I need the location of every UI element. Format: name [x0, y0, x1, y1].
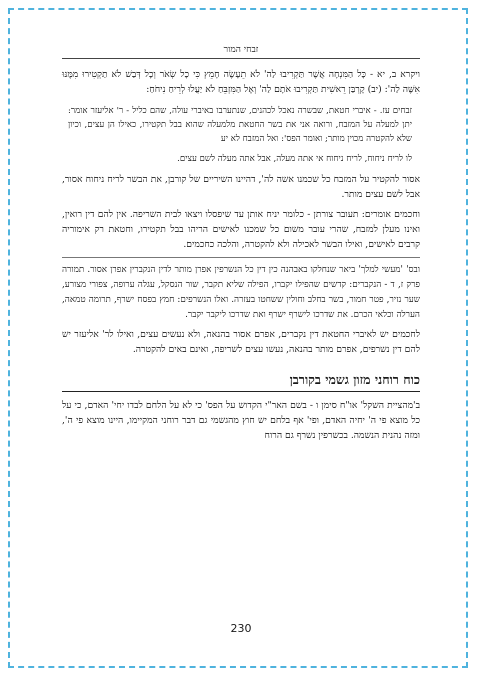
paragraph-summary: לחכמים יש לאיברי החטאת דין נקברים, אפרם אסור בהנאה, ולא נעשים עצים, ואילו לר' אליעזר יש להם דין נשרפים, אפרם מותר בהנאה, נעשו עצים לשריפה, ואינם באים להקטרה. — [62, 328, 420, 356]
section-title: כוח רוחני מזון גשמי בקורבן — [62, 372, 420, 392]
verse-quote: ויקרא ב, יא - כָּל הַמִּנְחָה אֲשֶׁר תַּקְרִיבוּ לַה' לֹא תֵעָשֶׂה חָמֵץ כִּי כָל שְׂאֹר וְכָל דְּבַשׁ לֹא תַקְטִירוּ מִמֶּנּוּ אִשֶּׁה לַה': (יב) קָרְבַּן רֵאשִׁית תַּקְרִיבוּ אֹתָם לַה' וְאֶל הַמִּזְבֵּחַ לֹא יַעֲלוּ לְרֵיחַ נִיחֹחַ: — [62, 69, 420, 96]
paragraph-sages: וחכמים אומרים: תעובר צורתן - כלומר יניח אותן עד שיפסלו ויצאו לבית השריפה. אין להם דין רואין, ואינו מעלן למזבח, שהרי עובר משום כל שמכנו לאישים הריהו בבל תקטירו, וחטאת רק אימוריה קרבים לאישים, ואילו הבשר לאכילה ולא להקטרה, והלכה כחכמים. — [62, 208, 420, 251]
paragraph-maasei-lamelech: ובס' 'מעשי למלך' ביאר שנחלקו באבהנה כין דין כל הנשרפין אפרן מותר לדין הנקברין אפרן אסור. תמורה פרק ז, ד - הנקברים: קדשים שהפילו יקברו, הפילה שליא תקבר, שור הנסקל, עגלה ערופה, צפורי מצורע, שער נזיר, פטר חמור, בשר בחלב וחולין ששחטו בעזרה. ואלו הנשרפים: חמץ בפסח ישרף, תרומה טמאה, הערלה וכלאי הכרם. את שדרכו לישרף ישרף ואת שדרכו ליקבר יקבר. — [62, 264, 420, 320]
page-number: 230 — [230, 622, 252, 635]
paragraph-explanation: אסור להקטיר על המזבח כל שכמנו אשה לה', דהיינו השיריים של קורבן, את הבשר לריח ניחוח אסור, אבל לשם עצים מותר. — [62, 173, 420, 201]
separator — [62, 257, 420, 258]
document-page — [62, 44, 420, 644]
talmud-quote: זבחים עז. - איברי חטאת, שבשרה נאכל לכהנים, שנתערבו באיברי עולה, שהם כליל - ר' אליעזר אומר: יתן למעלה על המזבח, ורואה אני את בשר החטאת מלמעלה שהוא בבל תקטירו, כאילו הן עצים, וכיון שלא להקטרה מכוין מותר; ואומר הפס': ואל המזבח לא יע — [68, 105, 412, 145]
paragraph-section-opening: ב'מהציית השקל' או"ח סימן ו - בשם האר"י הקדוש על הפס' כי לא על הלחם לבדו יחי' האדם, כי על כל מוצא פי ה' יחיה האדם, ופי' אף בלחם יש חוץ מהגשמי גם דבר רוחני המקיימו, היינו מוצא פי ה', ומזה נהנית הנשמה. בכשרפין נשרף גם הרוח — [62, 399, 420, 442]
talmud-quote-continued: לו לריח ניחוח, לריח ניחוח אי אתה מעלה, אבל אתה מעלה לשם עצים. — [177, 154, 412, 165]
running-head: זבחי המור — [62, 44, 420, 59]
